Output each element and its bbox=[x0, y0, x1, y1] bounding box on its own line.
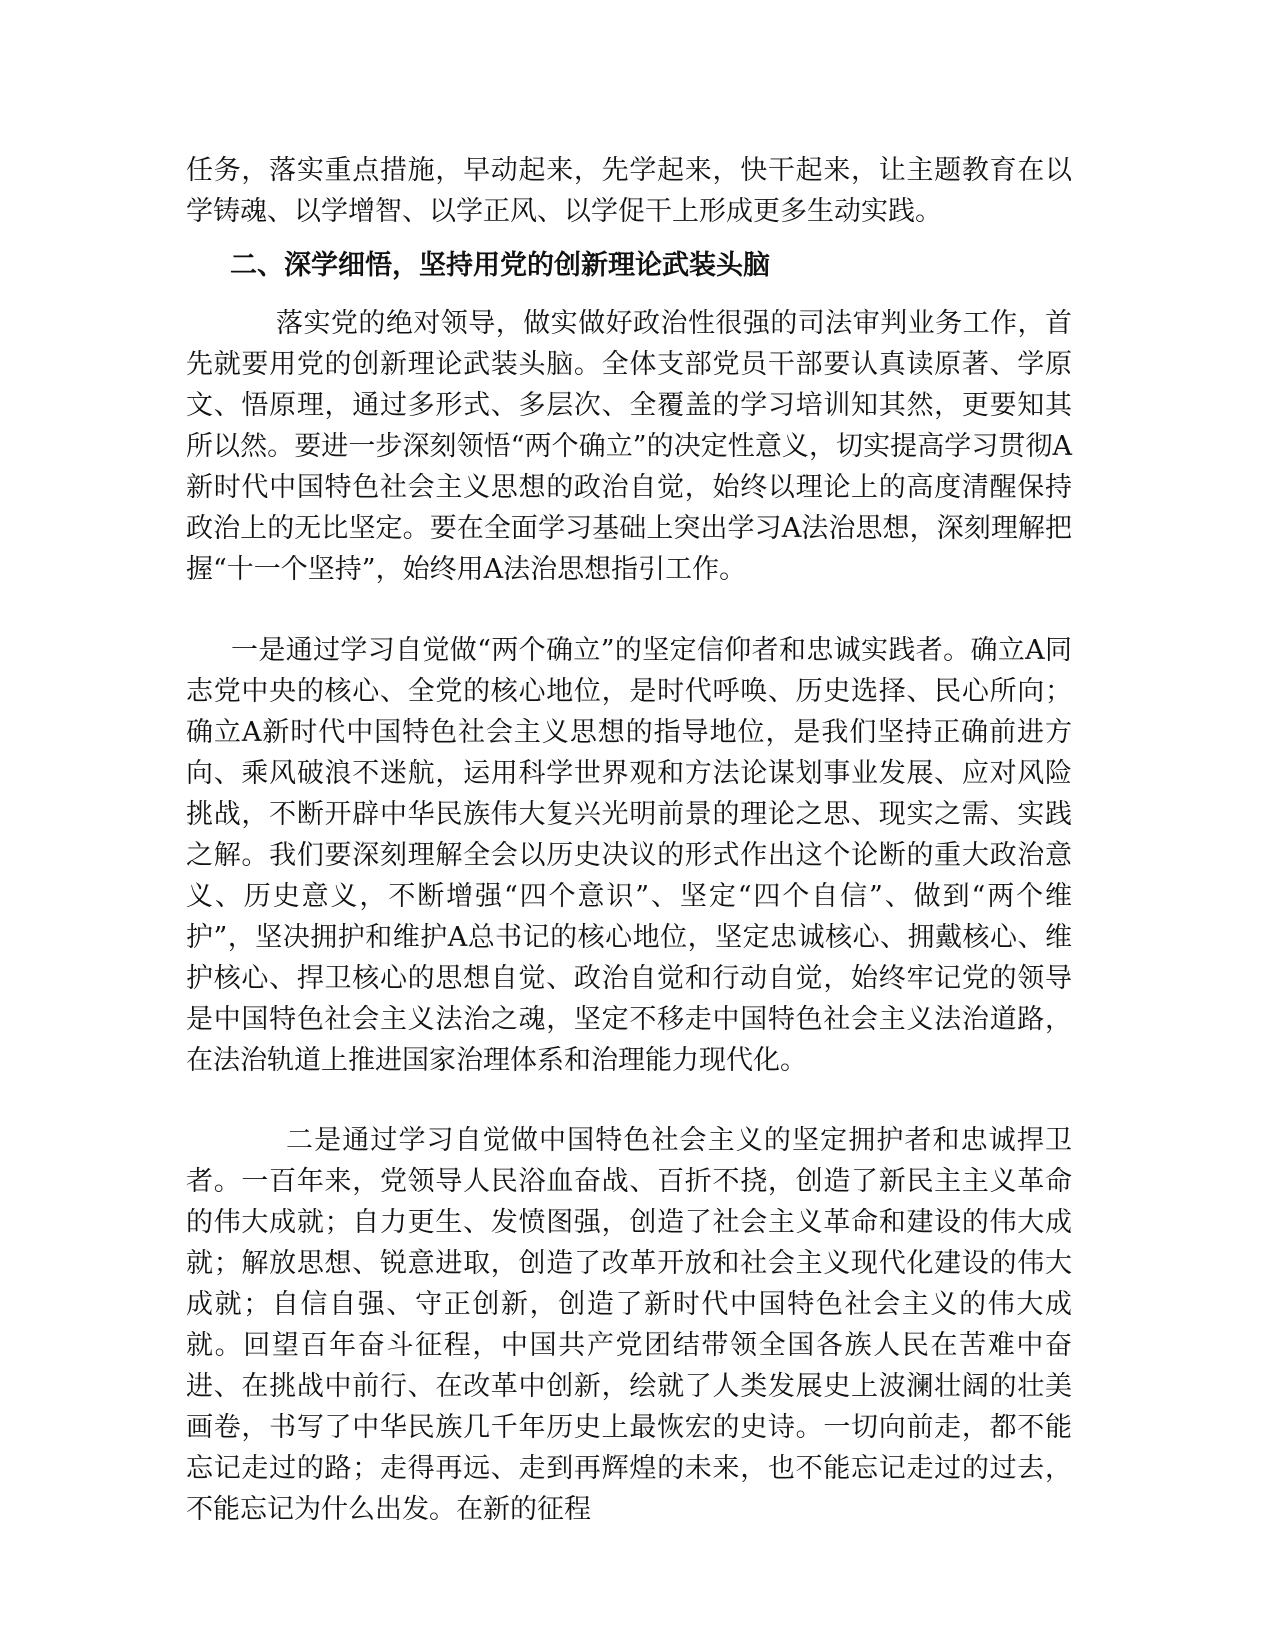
paragraph-intro: 落实党的绝对领导，做实做好政治性很强的司法审判业务工作，首先就要用党的创新理论武装头脑。全体支部党员干部要认真读原著、学原文、悟原理，通过多形式、多层次、全覆盖的学习培训知其然，更要知其所以然。要进一步深刻领悟“两个确立”的决定性意义，切实提高学习贯彻A新时代中国特色社会主义思想的政治自觉，始终以理论上的高度清醒保持政治上的无比坚定。要在全面学习基础上突出学习A法治思想，深刻理解把握“十一个坚持”，始终用A法治思想指引工作。 bbox=[186, 308, 1072, 585]
paragraph-point-one: 一是通过学习自觉做“两个确立”的坚定信仰者和忠诚实践者。确立A同志党中央的核心、全党的核心地位，是时代呼唤、历史选择、民心所向；确立A新时代中国特色社会主义思想的指导地位，是我们坚持正确前进方向、乘风破浪不迷航，运用科学世界观和方法论谋划事业发展、应对风险挑战，不断开辟中华民族伟大复兴光明前景的理论之思、现实之需、实践之解。我们要深刻理解全会以历史决议的形式作出这个论断的重大政治意义、历史意义，不断增强“四个意识”、坚定“四个自信”、做到“两个维护”，坚决拥护和维护A总书记的核心地位，坚定忠诚核心、拥戴核心、维护核心、捍卫核心的思想自觉、政治自觉和行动自觉，始终牢记党的领导是中国特色社会主义法治之魂，坚定不移走中国特色社会主义法治道路，在法治轨道上推进国家治理体系和治理能力现代化。 bbox=[186, 635, 1072, 1076]
paragraph-point-two: 二是通过学习自觉做中国特色社会主义的坚定拥护者和忠诚捍卫者。一百年来，党领导人民浴血奋战、百折不挠，创造了新民主主义革命的伟大成就；自力更生、发愤图强，创造了社会主义革命和建设的伟大成就；解放思想、锐意进取，创造了改革开放和社会主义现代化建设的伟大成就；自信自强、守正创新，创造了新时代中国特色社会主义的伟大成就。回望百年奋斗征程，中国共产党团结带领全国各族人民在苦难中奋进、在挑战中前行、在改革中创新，绘就了人类发展史上波澜壮阔的壮美画卷，书写了中华民族几千年历史上最恢宏的史诗。一切向前走，都不能忘记走过的路；走得再远、走到再辉煌的未来，也不能忘记走过的过去，不能忘记为什么出发。在新的征程 bbox=[186, 1125, 1072, 1525]
section-heading: 二、深学细悟，坚持用党的创新理论武装头脑 bbox=[230, 250, 770, 281]
paragraph-continuation: 任务，落实重点措施，早动起来，先学起来，快干起来，让主题教育在以学铸魂、以学增智、以学正风、以学促干上形成更多生动实践。 bbox=[186, 155, 1072, 227]
